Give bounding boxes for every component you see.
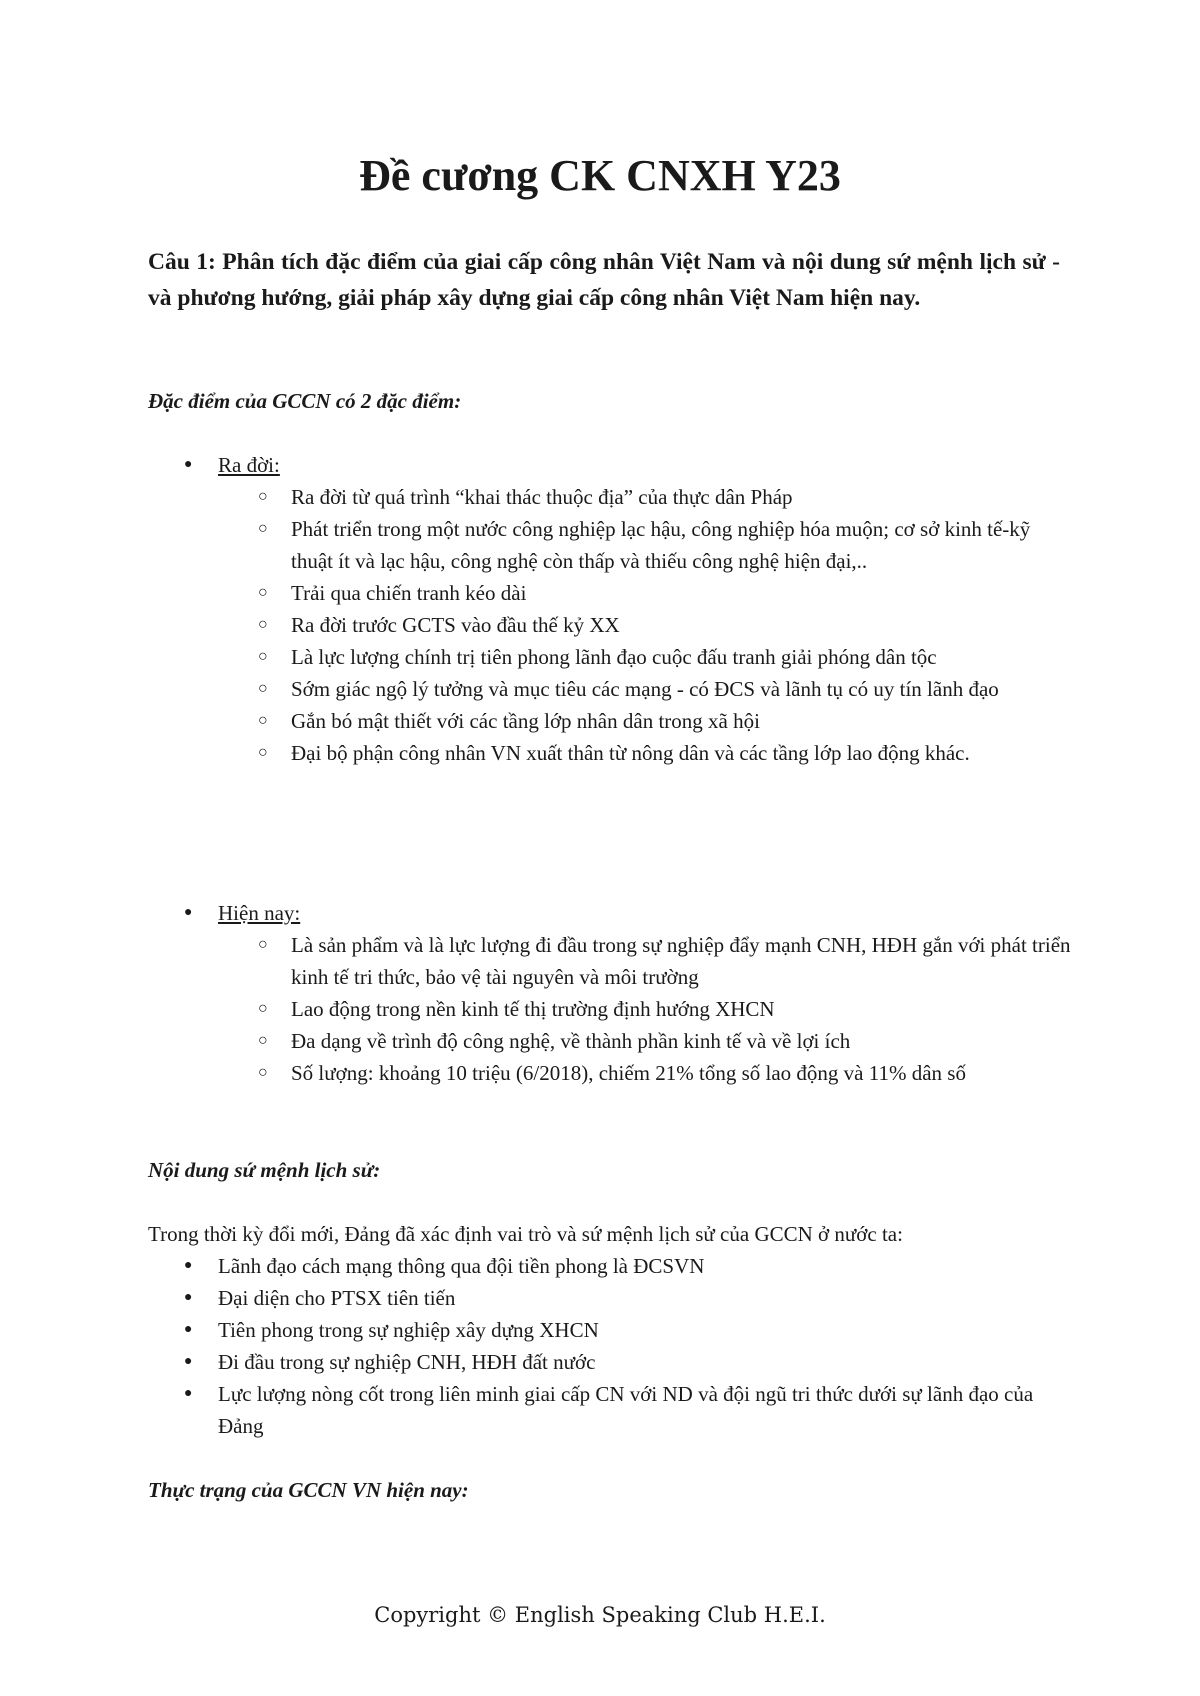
list-item <box>0 1378 1200 1442</box>
list-item <box>0 1346 1200 1378</box>
sub-list-item-text: Trải qua chiến tranh kéo dài <box>291 581 527 605</box>
group-label-origin: Ra đời: <box>218 453 280 477</box>
hollow-bullet-icon: ○ <box>258 744 268 761</box>
hollow-bullet-icon: ○ <box>258 680 268 697</box>
section-heading-status: Thực trạng của GCCN VN hiện nay: <box>148 1478 469 1502</box>
filled-bullet-icon: ● <box>184 1386 193 1401</box>
mission-list <box>0 1250 1200 1442</box>
page-footer-copyright: Copyright © English Speaking Club H.E.I. <box>374 1603 826 1627</box>
hollow-bullet-icon: ○ <box>258 936 268 953</box>
section-heading-mission: Nội dung sứ mệnh lịch sử: <box>148 1158 381 1182</box>
section-heading-characteristics: Đặc điểm của GCCN có 2 đặc điểm: <box>148 389 462 413</box>
sub-list-item <box>218 481 1071 513</box>
list-item-text: Đi đầu trong sự nghiệp CNH, HĐH đất nước <box>218 1350 596 1374</box>
sub-list-item-text: Là sản phẩm và là lực lượng đi đầu trong sự nghiệp đẩy mạnh CNH, HĐH gắn với phát triển kinh tế tri thức, bảo vệ tài nguyên và môi trường <box>291 933 1071 989</box>
sub-list-item <box>218 737 1071 769</box>
list-item-text: Lãnh đạo cách mạng thông qua đội tiền phong là ĐCSVN <box>218 1254 705 1278</box>
sub-list-item-text: Số lượng: khoảng 10 triệu (6/2018), chiếm 21% tổng số lao động và 11% dân số <box>291 1061 966 1085</box>
hollow-bullet-icon: ○ <box>258 1000 268 1017</box>
sub-list-item <box>218 705 1071 737</box>
filled-bullet-icon: ● <box>184 905 193 920</box>
hollow-bullet-icon: ○ <box>258 584 268 601</box>
hollow-bullet-icon: ○ <box>258 488 268 505</box>
sub-list-item <box>218 993 1071 1025</box>
filled-bullet-icon: ● <box>184 1290 193 1305</box>
sub-list-item-text: Gắn bó mật thiết với các tầng lớp nhân dân trong xã hội <box>291 709 760 733</box>
sub-list-item-text: Sớm giác ngộ lý tưởng và mục tiêu các mạng - có ĐCS và lãnh tụ có uy tín lãnh đạo <box>291 677 999 701</box>
list-item <box>0 1250 1200 1282</box>
sub-list-item-text: Phát triển trong một nước công nghiệp lạc hậu, công nghiệp hóa muộn; cơ sở kinh tế-kỹ thuật ít và lạc hậu, công nghệ còn thấp và thiếu công nghệ hiện đại,.. <box>291 517 1031 573</box>
sub-list-item-text: Đa dạng về trình độ công nghệ, về thành phần kinh tế và về lợi ích <box>291 1029 851 1053</box>
hollow-bullet-icon: ○ <box>258 616 268 633</box>
hollow-bullet-icon: ○ <box>258 1032 268 1049</box>
sub-list-item-text: Ra đời từ quá trình “khai thác thuộc địa” của thực dân Pháp <box>291 485 793 509</box>
sub-list-item <box>218 641 1071 673</box>
sub-list-item <box>218 673 1071 705</box>
sub-list-item <box>218 513 1071 577</box>
hollow-bullet-icon: ○ <box>258 648 268 665</box>
sub-list-item-text: Là lực lượng chính trị tiên phong lãnh đạo cuộc đấu tranh giải phóng dân tộc <box>291 645 937 669</box>
list-item <box>0 1314 1200 1346</box>
list-item-text: Lực lượng nòng cốt trong liên minh giai cấp CN với ND và đội ngũ tri thức dưới sự lãnh đạo của Đảng <box>218 1382 1034 1438</box>
filled-bullet-icon: ● <box>184 1354 193 1369</box>
sub-list <box>218 929 1071 1089</box>
list-item-text: Tiên phong trong sự nghiệp xây dựng XHCN <box>218 1318 599 1342</box>
hollow-bullet-icon: ○ <box>258 520 268 537</box>
filled-bullet-icon: ● <box>184 457 193 472</box>
sub-list-item-text: Lao động trong nền kinh tế thị trường định hướng XHCN <box>291 997 775 1021</box>
sub-list-item-text: Ra đời trước GCTS vào đầu thế kỷ XX <box>291 613 620 637</box>
sub-list-item <box>218 1025 1071 1057</box>
filled-bullet-icon: ● <box>184 1322 193 1337</box>
list-item <box>0 449 1200 769</box>
sub-list-item <box>218 577 1071 609</box>
characteristics-list-current <box>0 897 1200 1089</box>
sub-list-item-text: Đại bộ phận công nhân VN xuất thân từ nông dân và các tầng lớp lao động khác. <box>291 741 970 765</box>
sub-list-item <box>218 609 1071 641</box>
sub-list-item <box>218 1057 1071 1089</box>
document-title: Đề cương CK CNXH Y23 <box>359 151 841 200</box>
question-heading: Câu 1: Phân tích đặc điểm của giai cấp công nhân Việt Nam và nội dung sứ mệnh lịch sử - và phương hướng, giải pháp xây dựng giai cấp công nhân Việt Nam hiện nay. <box>148 249 1060 311</box>
characteristics-list-origin <box>0 449 1200 769</box>
hollow-bullet-icon: ○ <box>258 1064 268 1081</box>
group-label-current: Hiện nay: <box>218 901 301 925</box>
mission-intro: Trong thời kỳ đổi mới, Đảng đã xác định vai trò và sứ mệnh lịch sử của GCCN ở nước ta: <box>148 1222 903 1246</box>
list-item <box>0 1282 1200 1314</box>
list-item <box>0 897 1200 1089</box>
sub-list-item <box>218 929 1071 993</box>
hollow-bullet-icon: ○ <box>258 712 268 729</box>
list-item-text: Đại diện cho PTSX tiên tiến <box>218 1286 456 1310</box>
sub-list <box>218 481 1050 769</box>
filled-bullet-icon: ● <box>184 1258 193 1273</box>
